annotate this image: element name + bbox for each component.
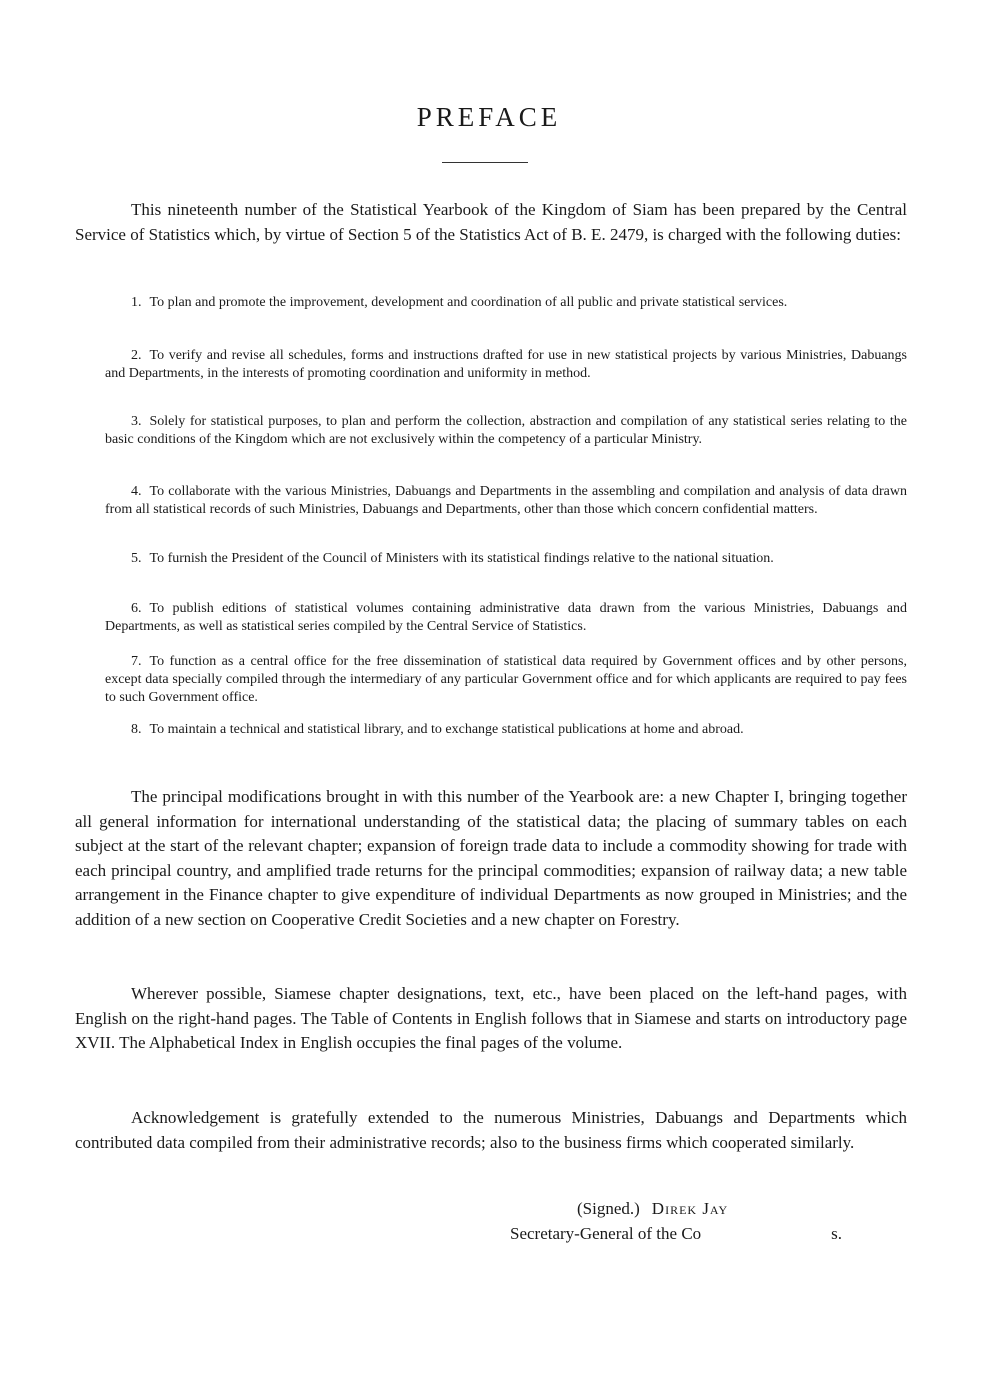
- signatory-position-line: [510, 1221, 842, 1246]
- duty-text: Solely for statistical purposes, to plan and perform the collection, abstraction and compilation of any statistical series relating to the basic conditions of the Kingdom which are not exclusively within the competency of a particular Ministry.: [105, 414, 907, 447]
- duty-number: 1.: [131, 295, 142, 310]
- title-divider: [442, 162, 528, 163]
- duty-item: [105, 721, 907, 739]
- duty-text: To maintain a technical and statistical library, and to exchange statistical publications at home and abroad.: [149, 722, 744, 737]
- duty-number: 7.: [131, 654, 142, 669]
- signed-label: (Signed.): [577, 1199, 640, 1218]
- signature-line: [510, 1196, 842, 1221]
- duty-text: To function as a central office for the free dissemination of statistical data required by Government offices and by other persons, except data specially compiled through the intermediary of any particular Government office and for which applicants are required to pay fees to such Government office.: [105, 654, 907, 705]
- duty-text: To verify and revise all schedules, forms and instructions drafted for use in new statistical projects by various Ministries, Dabuangs and Departments, in the interests of promoting coordination and uniformity in method.: [105, 348, 907, 381]
- duty-number: 8.: [131, 722, 142, 737]
- signatory-position: Secretary-General of the Co: [510, 1224, 702, 1243]
- siamese-note-paragraph: Wherever possible, Siamese chapter designations, text, etc., have been placed on the left-hand pages, with English on the right-hand pages. The Table of Contents in English follows that in Siamese and starts on introductory page XVII. The Alphabetical Index in English occupies the final pages of the volume.: [75, 984, 907, 1052]
- duty-number: 6.: [131, 601, 142, 616]
- duty-item: [105, 294, 907, 312]
- modifications-paragraph: The principal modifications brought in with this number of the Yearbook are: a new Chapter I, bringing together all general information for international understanding of the statistical data; the placing of summary tables on each subject at the start of the relevant chapter; expansion of foreign trade data to include a commodity showing for trade with each principal country, and amplified trade returns for the principal commodities; expansion of railway data; a new table arrangement in the Finance chapter to give expenditure of individual Departments as now grouped in Ministries; and the addition of a new section on Cooperative Credit Societies and a new chapter on Forestry.: [75, 787, 907, 929]
- duty-item: [105, 413, 907, 449]
- duty-item: [105, 600, 907, 636]
- duty-item: [105, 347, 907, 383]
- duty-number: 2.: [131, 348, 142, 363]
- duty-number: 4.: [131, 484, 142, 499]
- duty-text: To plan and promote the improvement, development and coordination of all public and private statistical services.: [149, 295, 788, 310]
- duty-item: [105, 550, 907, 568]
- duty-text: To publish editions of statistical volumes containing administrative data drawn from the various Ministries, Dabuangs and Departments, as well as statistical series compiled by the Central Service of Statistics.: [105, 601, 907, 634]
- intro-paragraph: This nineteenth number of the Statistical Yearbook of the Kingdom of Siam has been prepared by the Central Service of Statistics which, by virtue of Section 5 of the Statistics Act of B. E. 2479, is charged with the following duties:: [75, 200, 907, 244]
- duty-item: [105, 653, 907, 707]
- duty-text: To furnish the President of the Council of Ministers with its statistical findings relative to the national situation.: [149, 551, 774, 566]
- duty-item: [105, 483, 907, 519]
- duty-number: 3.: [131, 414, 142, 429]
- duty-text: To collaborate with the various Ministries, Dabuangs and Departments in the assembling and compilation and analysis of data drawn from all statistical records of such Ministries, Dabuangs and Departments, other than those which concern confidential matters.: [105, 484, 907, 517]
- signatory-name: Direk Jay: [651, 1199, 729, 1218]
- duty-number: 5.: [131, 551, 142, 566]
- acknowledgement-paragraph: Acknowledgement is gratefully extended to the numerous Ministries, Dabuangs and Departments which contributed data compiled from their administrative records; also to the business firms which cooperated similarly.: [75, 1108, 907, 1152]
- page-title: PREFACE: [416, 102, 562, 132]
- signatory-position-tail: s.: [831, 1224, 843, 1243]
- signature-block: [510, 1196, 842, 1246]
